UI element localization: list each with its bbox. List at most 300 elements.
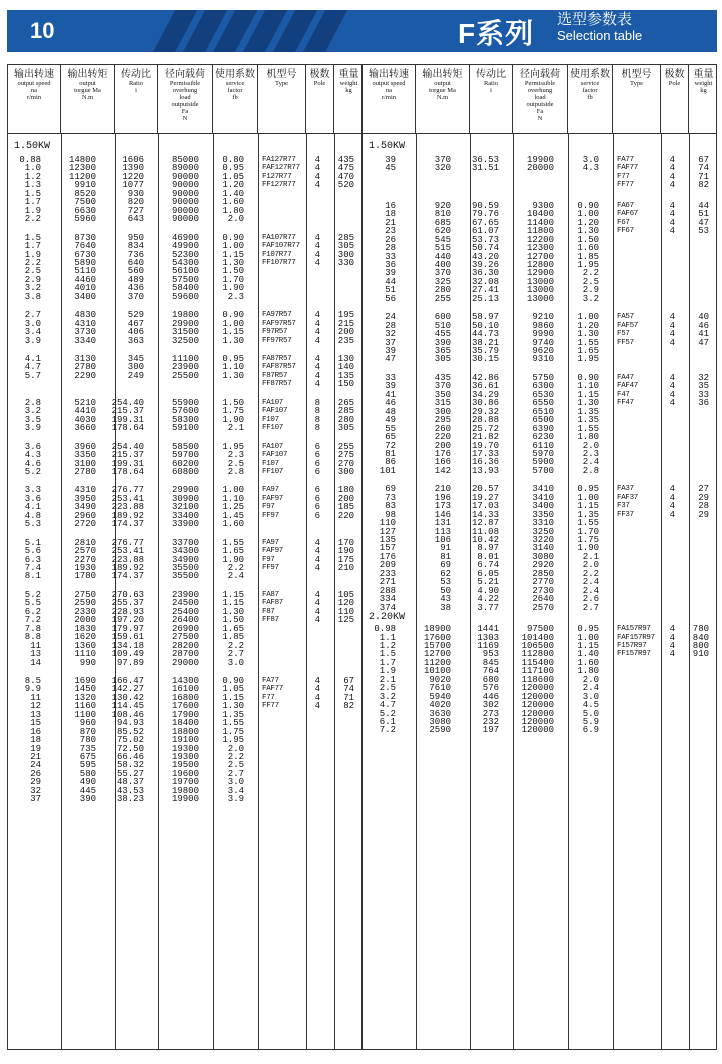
table-cell: 2.4 bbox=[582, 457, 599, 468]
table-cell: 4 bbox=[314, 171, 320, 182]
table-cell: 50.74 bbox=[471, 243, 499, 254]
table-cell: 400 bbox=[434, 259, 451, 270]
table-cell: 2.1 bbox=[582, 551, 599, 562]
table-cell: 51 bbox=[698, 209, 709, 220]
table-cell: 1.40 bbox=[222, 188, 244, 199]
table-cell: 4 bbox=[669, 640, 675, 651]
table-cell: 24 bbox=[385, 312, 396, 323]
table-cell: 1.15 bbox=[222, 589, 244, 600]
table-cell: 6.05 bbox=[477, 568, 499, 579]
table-cell: 253.41 bbox=[111, 546, 144, 557]
table-cell: 25.72 bbox=[471, 423, 499, 434]
table-cell: 9210 bbox=[532, 312, 554, 323]
table-cell: 1.35 bbox=[577, 406, 599, 417]
table-cell: 2000 bbox=[74, 615, 96, 626]
table-cell: 4030 bbox=[74, 414, 96, 425]
table-cell: 125 bbox=[337, 615, 354, 626]
series-title: F系列 bbox=[458, 18, 535, 49]
table-cell: 19900 bbox=[526, 155, 554, 165]
table-cell: 27500 bbox=[171, 632, 199, 643]
table-cell: 330 bbox=[337, 257, 354, 268]
table-cell: 200 bbox=[337, 327, 354, 338]
table-cell: 3.4 bbox=[227, 785, 244, 796]
table-cell: FA87R57 bbox=[262, 355, 292, 363]
table-cell: 6 bbox=[314, 510, 320, 521]
table-cell: 1.75 bbox=[222, 726, 244, 737]
table-cell: 19800 bbox=[171, 310, 199, 321]
table-cell: 39 bbox=[385, 268, 396, 279]
table-cell: 2590 bbox=[429, 725, 451, 736]
table-cell: 4 bbox=[669, 398, 675, 409]
table-cell: 7.2 bbox=[379, 725, 396, 736]
table-cell: 66.46 bbox=[116, 752, 144, 762]
table-cell: 10100 bbox=[423, 666, 451, 677]
table-cell: 2.0 bbox=[582, 560, 599, 571]
table-cell: 180 bbox=[337, 485, 354, 496]
table-cell: 1.60 bbox=[577, 657, 599, 668]
table-cell: 515 bbox=[434, 243, 451, 254]
table-cell: 3.2 bbox=[24, 406, 41, 417]
table-cell: 56 bbox=[385, 293, 396, 304]
table-cell: 4.7 bbox=[379, 700, 396, 711]
table-cell: 446 bbox=[482, 691, 499, 702]
table-cell: 470 bbox=[337, 171, 354, 182]
table-cell: 4 bbox=[669, 624, 675, 635]
table-cell: 6.2 bbox=[24, 606, 41, 617]
table-cell: FF37 bbox=[617, 510, 634, 519]
table-cell: 27.41 bbox=[471, 285, 499, 296]
table-cell: 1169 bbox=[477, 640, 499, 651]
table-cell: 1.00 bbox=[222, 485, 244, 496]
table-cell: 4 bbox=[669, 492, 675, 503]
table-cell: 53 bbox=[440, 577, 451, 588]
column-header-cn: 重量 bbox=[693, 69, 714, 80]
table-cell: 34.29 bbox=[471, 389, 499, 400]
table-cell: 2640 bbox=[532, 594, 554, 605]
table-cell: 265 bbox=[337, 397, 354, 408]
table-cell: 4 bbox=[314, 241, 320, 252]
table-cell: 30900 bbox=[171, 493, 199, 504]
table-cell: 4.90 bbox=[477, 585, 499, 596]
table-cell: 1.65 bbox=[577, 346, 599, 356]
table-cell: 3080 bbox=[429, 717, 451, 727]
column-header-en: na bbox=[30, 87, 38, 94]
table-cell: FA57 bbox=[617, 313, 634, 322]
table-cell: 86 bbox=[385, 457, 396, 468]
table-cell: 1.55 bbox=[577, 518, 599, 529]
table-cell: 1.45 bbox=[222, 510, 244, 521]
table-cell: 2.3 bbox=[227, 450, 244, 461]
table-cell: 130 bbox=[337, 354, 354, 364]
table-cell: 2.0 bbox=[227, 743, 244, 754]
table-cell: 1.15 bbox=[577, 501, 599, 512]
table-cell: 142 bbox=[434, 465, 451, 476]
column-header bbox=[8, 65, 61, 133]
table-cell: 2.0 bbox=[582, 674, 599, 685]
table-cell: 735 bbox=[79, 743, 96, 754]
table-cell: 9310 bbox=[532, 354, 554, 365]
table-cell: 2780 bbox=[74, 362, 96, 373]
table-cell: 6300 bbox=[532, 381, 554, 392]
table-cell: 870 bbox=[79, 726, 96, 737]
table-cell: 1.30 bbox=[577, 398, 599, 409]
table-cell: 45 bbox=[385, 163, 396, 174]
table-cell: 545 bbox=[434, 234, 451, 245]
table-cell: 29900 bbox=[171, 485, 199, 496]
table-cell: 2.2 bbox=[227, 563, 244, 573]
table-cell: FAF87 bbox=[262, 599, 284, 608]
table-cell: 2.0 bbox=[582, 440, 599, 451]
page-number: 10 bbox=[30, 18, 55, 43]
table-cell: 19900 bbox=[171, 794, 199, 805]
table-cell: 0.90 bbox=[222, 310, 244, 321]
table-cell: FAF107 bbox=[262, 451, 288, 460]
table-cell: 1.00 bbox=[577, 492, 599, 503]
column-header bbox=[416, 65, 470, 133]
table-cell: 210 bbox=[337, 563, 354, 573]
table-cell: 4 bbox=[314, 354, 320, 364]
table-cell: 1.30 bbox=[222, 257, 244, 268]
table-cell: 220 bbox=[434, 432, 451, 443]
table-cell: 1.15 bbox=[222, 327, 244, 338]
table-cell: 8 bbox=[314, 406, 320, 417]
table-cell: 51 bbox=[385, 285, 396, 296]
table-cell: 233 bbox=[379, 568, 396, 579]
table-cell: FF67 bbox=[617, 227, 634, 236]
table-cell: 0.95 bbox=[222, 354, 244, 364]
table-cell: 4 bbox=[314, 692, 320, 703]
table-cell: 680 bbox=[482, 674, 499, 685]
table-cell: 4 bbox=[669, 226, 675, 237]
table-cell: FF87 bbox=[262, 616, 279, 625]
table-cell: 1.00 bbox=[577, 632, 599, 643]
table-cell: 58.32 bbox=[116, 760, 144, 771]
table-cell: 0.90 bbox=[577, 372, 599, 383]
table-cell: 215.37 bbox=[111, 406, 144, 417]
table-cell: 1.15 bbox=[577, 389, 599, 400]
table-cell: 21 bbox=[385, 217, 396, 228]
column-header-en: overhung bbox=[527, 87, 553, 94]
table-cell: 3.9 bbox=[24, 423, 41, 434]
table-cell: 16.36 bbox=[471, 457, 499, 468]
table-cell: 48 bbox=[385, 406, 396, 417]
table-cell: 334 bbox=[379, 594, 396, 605]
column-header bbox=[61, 65, 115, 133]
table-cell: 350 bbox=[434, 389, 451, 400]
table-cell: 120000 bbox=[521, 700, 554, 711]
table-cell: 5700 bbox=[532, 465, 554, 476]
column-header-en: Fa bbox=[536, 108, 544, 115]
table-cell: 17.33 bbox=[471, 448, 499, 459]
table-cell: 365 bbox=[434, 346, 451, 356]
table-cell: 620 bbox=[434, 226, 451, 237]
table-cell: 16100 bbox=[171, 684, 199, 695]
table-cell: 5.0 bbox=[582, 708, 599, 719]
table-cell: 2.2 bbox=[24, 214, 41, 225]
table-cell: 4 bbox=[669, 484, 675, 495]
table-cell: 675 bbox=[79, 752, 96, 762]
table-cell: 50 bbox=[440, 585, 451, 596]
table-cell: 820 bbox=[127, 197, 144, 208]
table-cell: 85000 bbox=[171, 155, 199, 165]
table-cell: 4 bbox=[669, 372, 675, 383]
table-cell: FF107R77 bbox=[262, 258, 296, 267]
table-cell: 300 bbox=[337, 466, 354, 477]
table-cell: 529 bbox=[127, 310, 144, 321]
table-cell: 1.65 bbox=[222, 546, 244, 557]
table-cell: FA127R77 bbox=[262, 156, 296, 164]
table-cell: 118600 bbox=[521, 674, 554, 685]
table-cell: 5110 bbox=[74, 266, 96, 277]
column-header-cn: 极数 bbox=[309, 69, 330, 80]
table-cell: 12700 bbox=[423, 649, 451, 660]
table-cell: 39.26 bbox=[471, 259, 499, 270]
table-cell: 950 bbox=[127, 232, 144, 243]
table-cell: 18400 bbox=[171, 718, 199, 729]
table-row bbox=[363, 181, 716, 190]
table-cell: 11200 bbox=[68, 171, 96, 182]
power-section-label: 1.50KW bbox=[14, 141, 51, 152]
table-cell: 199.31 bbox=[111, 414, 144, 425]
table-row bbox=[363, 726, 716, 735]
table-cell: FF97 bbox=[262, 564, 279, 572]
table-cell: 490 bbox=[79, 777, 96, 788]
table-cell: 4 bbox=[669, 389, 675, 400]
table-cell: 57500 bbox=[171, 274, 199, 285]
table-cell: 178.64 bbox=[111, 466, 144, 477]
column-header-en: service bbox=[580, 80, 600, 87]
table-cell: 2.3 bbox=[582, 448, 599, 459]
table-cell: 3220 bbox=[532, 535, 554, 545]
table-cell: 1.70 bbox=[222, 274, 244, 285]
table-cell: 1.2 bbox=[24, 171, 41, 182]
table-cell: 14800 bbox=[68, 155, 96, 165]
table-cell: 8 bbox=[314, 423, 320, 434]
table-cell: F107 bbox=[262, 415, 279, 424]
table-cell: 1.75 bbox=[222, 406, 244, 417]
table-cell: 58400 bbox=[171, 283, 199, 294]
table-cell: 3250 bbox=[532, 526, 554, 537]
table-cell: 1.0 bbox=[24, 163, 41, 174]
table-cell: 1.90 bbox=[577, 543, 599, 554]
table-cell: 6550 bbox=[532, 398, 554, 409]
table-cell: 1.05 bbox=[222, 171, 244, 182]
table-cell: 3.8 bbox=[24, 291, 41, 302]
table-cell: 4.22 bbox=[477, 594, 499, 605]
table-cell: 2.2 bbox=[24, 257, 41, 268]
table-cell: 90.59 bbox=[471, 200, 499, 211]
table-cell: 3.2 bbox=[582, 293, 599, 304]
table-cell: 4.1 bbox=[24, 502, 41, 513]
table-cell: 4 bbox=[314, 370, 320, 381]
table-cell: 6510 bbox=[532, 406, 554, 417]
table-cell: FA107R77 bbox=[262, 233, 296, 242]
table-cell: 1830 bbox=[74, 623, 96, 634]
table-cell: 7640 bbox=[74, 241, 96, 252]
table-cell: 1.5 bbox=[24, 232, 41, 243]
table-cell: 39 bbox=[385, 381, 396, 392]
table-cell: 223.88 bbox=[111, 554, 144, 565]
table-cell: 440 bbox=[434, 251, 451, 262]
column-header-cn: 重量 bbox=[338, 69, 359, 80]
table-cell: 1.30 bbox=[577, 329, 599, 340]
table-cell: 39 bbox=[385, 346, 396, 356]
column-header bbox=[158, 65, 213, 133]
table-cell: 6 bbox=[314, 466, 320, 477]
power-section-label: 1.50KW bbox=[369, 141, 406, 152]
table-cell: 35.79 bbox=[471, 346, 499, 356]
table-cell: 295 bbox=[434, 415, 451, 426]
column-header-cn: 传动比 bbox=[121, 69, 151, 80]
table-cell: 273 bbox=[482, 708, 499, 719]
table-cell: 26900 bbox=[171, 623, 199, 634]
table-cell: 3080 bbox=[532, 551, 554, 562]
table-cell: 19800 bbox=[171, 785, 199, 796]
table-cell: 53 bbox=[698, 226, 709, 237]
table-cell: 4 bbox=[314, 257, 320, 268]
table-cell: 4310 bbox=[74, 318, 96, 329]
table-cell: 41 bbox=[698, 329, 709, 340]
table-cell: 910 bbox=[692, 649, 709, 660]
table-cell: 0.95 bbox=[577, 484, 599, 495]
table-cell: 108.46 bbox=[111, 709, 144, 720]
table-cell: 1303 bbox=[477, 632, 499, 643]
table-cell: 1.00 bbox=[577, 209, 599, 220]
table-cell: 1.20 bbox=[577, 217, 599, 228]
table-cell: 20000 bbox=[526, 163, 554, 174]
table-cell: F77 bbox=[262, 693, 275, 702]
table-cell: 101 bbox=[379, 465, 396, 476]
table-cell: 189.92 bbox=[111, 563, 144, 573]
table-cell: 4010 bbox=[74, 283, 96, 294]
table-cell: 142.27 bbox=[111, 684, 144, 695]
table-cell: 1.00 bbox=[222, 241, 244, 252]
table-cell: F97R57 bbox=[262, 328, 288, 337]
table-cell: FAF97 bbox=[262, 494, 284, 503]
table-cell: 197 bbox=[482, 725, 499, 736]
table-cell: FAF77 bbox=[262, 685, 284, 694]
table-cell: 79.76 bbox=[471, 209, 499, 220]
table-cell: 20.57 bbox=[471, 484, 499, 495]
table-cell: 31.51 bbox=[471, 163, 499, 174]
table-cell: FA77 bbox=[262, 676, 279, 685]
table-cell: 467 bbox=[127, 318, 144, 329]
table-cell: 2290 bbox=[74, 370, 96, 381]
table-cell: 345 bbox=[127, 354, 144, 364]
table-cell: FA97 bbox=[262, 486, 279, 495]
table-cell: 43 bbox=[440, 594, 451, 605]
table-cell: FAF87R57 bbox=[262, 363, 296, 372]
table-cell: 27 bbox=[698, 484, 709, 495]
table-cell: 1.80 bbox=[577, 666, 599, 677]
table-cell: 9740 bbox=[532, 337, 554, 348]
table-cell: 13 bbox=[30, 649, 41, 660]
table-cell: 7.8 bbox=[24, 623, 41, 634]
table-cell: 2570 bbox=[532, 602, 554, 613]
table-cell: 276.77 bbox=[111, 537, 144, 548]
table-row bbox=[8, 468, 361, 477]
table-cell: 11100 bbox=[171, 354, 199, 364]
table-cell: 33 bbox=[385, 372, 396, 383]
column-header-cn: 输出转速 bbox=[14, 69, 54, 80]
table-cell: 1.10 bbox=[222, 362, 244, 373]
table-cell: 11 bbox=[30, 692, 41, 703]
table-cell: 4310 bbox=[74, 485, 96, 496]
table-cell: 82 bbox=[343, 701, 354, 712]
header-stripes bbox=[152, 10, 362, 52]
table-cell: FF57 bbox=[617, 338, 634, 347]
table-cell: 199.31 bbox=[111, 458, 144, 469]
table-cell: 8 bbox=[314, 397, 320, 408]
table-cell: 71 bbox=[343, 692, 354, 703]
column-header-en: fb bbox=[587, 94, 593, 101]
table-cell: 29900 bbox=[171, 318, 199, 329]
column-header-en: outputside bbox=[526, 101, 554, 108]
table-cell: 46 bbox=[698, 320, 709, 331]
column-header-en: torgue Ma bbox=[74, 87, 101, 94]
table-cell: 215 bbox=[337, 318, 354, 329]
table-cell: 435 bbox=[337, 155, 354, 165]
table-header bbox=[363, 65, 716, 134]
table-cell: 26 bbox=[385, 234, 396, 245]
table-cell: 4830 bbox=[74, 310, 96, 321]
table-cell: 4 bbox=[314, 684, 320, 695]
table-cell: 232 bbox=[482, 717, 499, 727]
column-header-en: load bbox=[179, 94, 191, 101]
table-cell: 30.86 bbox=[471, 398, 499, 409]
table-cell: 2.8 bbox=[582, 465, 599, 476]
table-cell: 17600 bbox=[423, 632, 451, 643]
table-cell: FAF97 bbox=[262, 547, 284, 556]
table-cell: 13000 bbox=[526, 276, 554, 287]
table-cell: 82 bbox=[698, 180, 709, 191]
column-header-en: load bbox=[534, 94, 546, 101]
table-cell: 135 bbox=[379, 535, 396, 545]
table-cell: 24 bbox=[30, 760, 41, 771]
table-cell: 195 bbox=[337, 310, 354, 321]
table-cell: 6530 bbox=[532, 389, 554, 400]
table-cell: 4.3 bbox=[582, 163, 599, 174]
column-header-en: service bbox=[225, 80, 245, 87]
table-cell: 1.20 bbox=[222, 180, 244, 191]
column-header-en: i bbox=[490, 87, 492, 94]
table-cell: 2330 bbox=[74, 606, 96, 617]
table-cell: 120000 bbox=[521, 708, 554, 719]
table-cell: 12300 bbox=[68, 163, 96, 174]
table-cell: 320 bbox=[434, 163, 451, 174]
table-cell: 6 bbox=[314, 450, 320, 461]
table-cell: 3.0 bbox=[227, 657, 244, 668]
table-cell: 4020 bbox=[429, 700, 451, 711]
column-header bbox=[568, 65, 613, 133]
table-cell: 67.65 bbox=[471, 217, 499, 228]
table-cell: 1441 bbox=[477, 624, 499, 635]
table-cell: 235 bbox=[337, 335, 354, 346]
table-cell: 19100 bbox=[171, 735, 199, 746]
column-header-en: output speed bbox=[17, 80, 51, 87]
table-cell: 44.73 bbox=[471, 329, 499, 340]
table-cell: 1.9 bbox=[24, 249, 41, 260]
table-cell: FA107 bbox=[262, 398, 284, 407]
table-cell: 2.6 bbox=[582, 594, 599, 605]
table-cell: 10.42 bbox=[471, 535, 499, 545]
table-cell: 1.75 bbox=[577, 535, 599, 545]
table-row bbox=[8, 659, 361, 668]
table-cell: 764 bbox=[482, 666, 499, 677]
column-header-en: N bbox=[182, 115, 188, 122]
column-header-en: na bbox=[385, 87, 393, 94]
table-cell: 190 bbox=[337, 546, 354, 557]
